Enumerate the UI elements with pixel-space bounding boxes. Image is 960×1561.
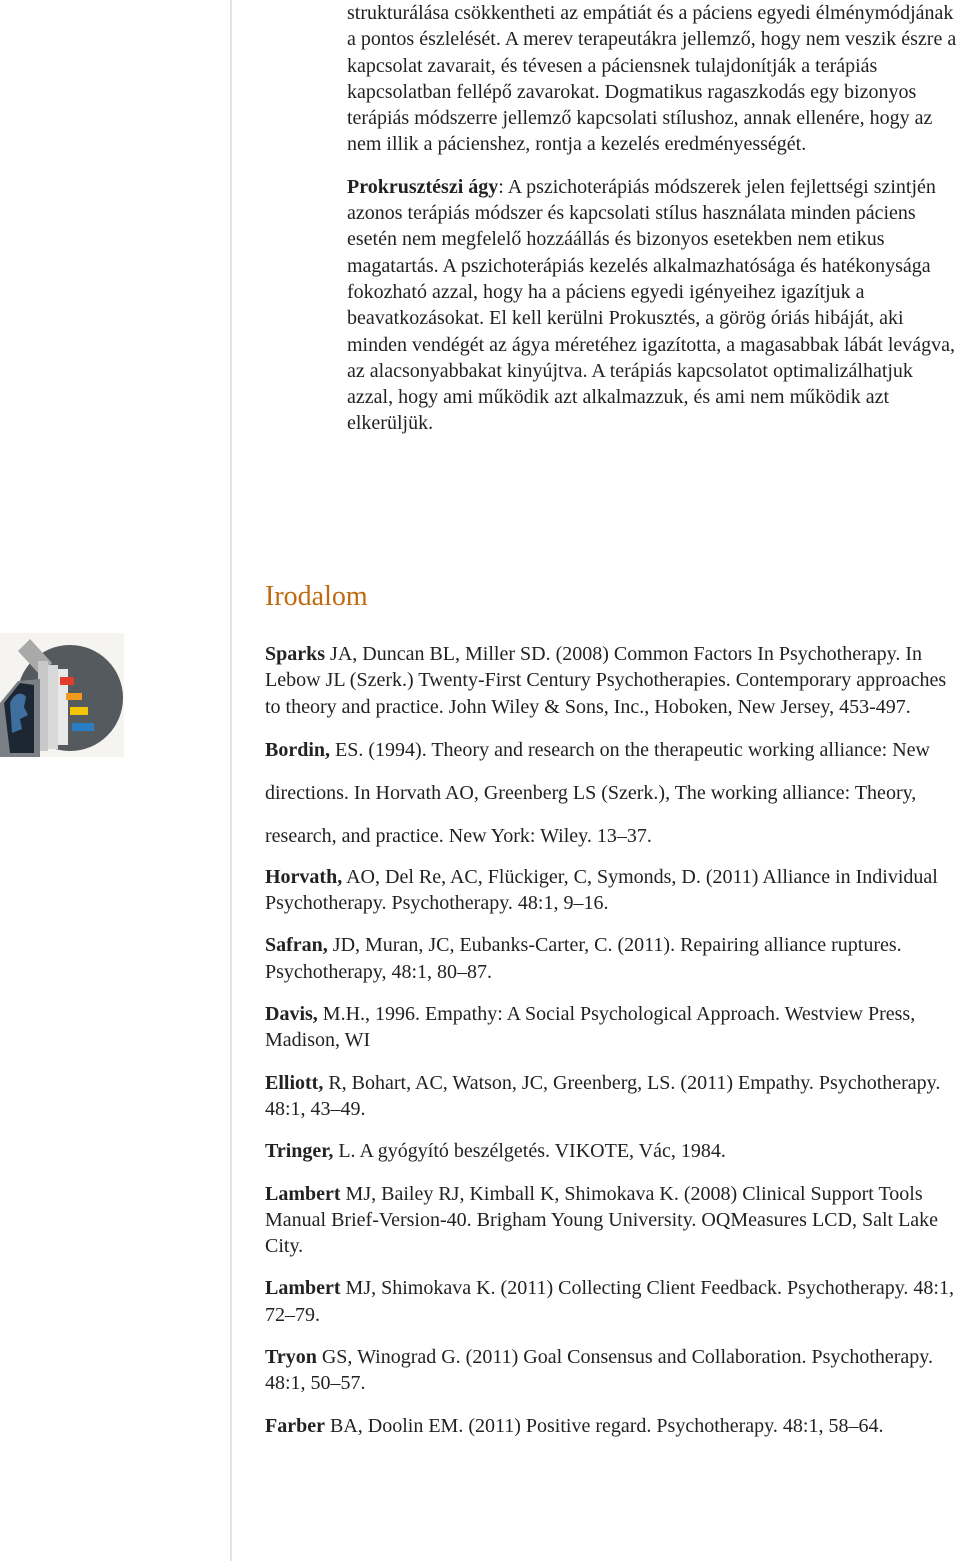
references-heading: Irodalom: [265, 581, 368, 612]
reference-author: Lambert: [265, 1277, 341, 1300]
reference-text: GS, Winograd G. (2011) Goal Consensus and Collaboration. Psychotherapy. 48:1, 50–57.: [265, 1346, 934, 1395]
paragraph-1: [347, 0, 957, 158]
reference-text: MJ, Shimokava K. (2011) Collecting Client Feedback. Psychotherapy. 48:1, 72–79.: [265, 1277, 954, 1326]
reference-item: [265, 729, 957, 858]
reference-author: Tringer,: [265, 1140, 334, 1163]
reference-author: Tryon: [265, 1346, 317, 1369]
reference-text: L. A gyógyító beszélgetés. VIKOTE, Vác, 1984.: [333, 1140, 726, 1163]
vertical-rule: [230, 0, 232, 1561]
reference-text: AO, Del Re, AC, Flückiger, C, Symonds, D. (2011) Alliance in Individual Psychotherapy. Psychotherapy. 48:1, 9–16.: [265, 865, 938, 915]
paragraph-2: [347, 174, 957, 437]
reference-text: MJ, Bailey RJ, Kimball K, Shimokava K. (2008) Clinical Support Tools Manual Brief-Version-40. Brigham Young University. OQMeasures LCD, Salt Lake City.: [265, 1182, 939, 1258]
reference-item: [265, 932, 957, 985]
reference-item: [265, 864, 957, 917]
reference-author: Elliott,: [265, 1071, 324, 1094]
reference-item: [265, 1138, 957, 1164]
reference-text: R, Bohart, AC, Watson, JC, Greenberg, LS. (2011) Empathy. Psychotherapy. 48:1, 43–49.: [265, 1071, 941, 1120]
reference-text: ES. (1994). Theory and research on the therapeutic working alliance: New directions. In Horvath AO, Greenberg LS (Szerk.), The working alliance: Theory, research, and practice. New York: Wiley. 13–37.: [265, 738, 931, 847]
references-list: [265, 641, 957, 1455]
reference-author: Davis,: [265, 1003, 318, 1026]
reference-item: [265, 641, 957, 720]
reference-text: JA, Duncan BL, Miller SD. (2008) Common Factors In Psychotherapy. In Lebow JL (Szerk.) Twenty-First Century Psychotherapies. Contemporary approaches to theory and practice. John Wiley & Sons, Inc., Hoboken, New Jersey, 453-497.: [265, 643, 947, 718]
paragraph-2-lead: Prokrusztészi ágy: [347, 175, 499, 198]
reference-item: [265, 1181, 957, 1260]
reference-text: JD, Muran, JC, Eubanks-Carter, C. (2011). Repairing alliance ruptures. Psychotherapy, 48:1, 80–87.: [265, 934, 902, 983]
reference-item: [265, 1001, 957, 1054]
reference-author: Horvath,: [265, 865, 343, 888]
reference-author: Sparks: [265, 643, 326, 665]
reference-item: [265, 1275, 957, 1328]
reference-author: Farber: [265, 1414, 325, 1437]
reference-text: M.H., 1996. Empathy: A Social Psychological Approach. Westview Press, Madison, WI: [265, 1003, 916, 1052]
reference-author: Lambert: [265, 1182, 341, 1205]
reference-item: [265, 1344, 957, 1397]
reference-author: Bordin,: [265, 738, 331, 761]
reference-item: [265, 1070, 957, 1123]
reference-author: Safran,: [265, 934, 328, 957]
reference-text: BA, Doolin EM. (2011) Positive regard. Psychotherapy. 48:1, 58–64.: [324, 1414, 884, 1437]
colorful-head-profile-icon: [0, 633, 124, 757]
paragraph-1-text: strukturálása csökkentheti az empátiát és a páciens egyedi élménymódjának a pontos észlelését. A merev terapeutákra jellemző, hogy nem veszik észre a kapcsolat zavarait, és tévesen a páciensnek tulajdonítják a terápiás kapcsolatban fellépő zavarokat. Dogmatikus ragaszkodás egy bizonyos terápiás módszerre jellemző kapcsolati stílushoz, annak ellenére, hogy az nem illik a pácienshez, rontja a kezelés eredményességét.: [347, 2, 957, 156]
body-text: [347, 0, 957, 437]
reference-item: [265, 1413, 957, 1439]
paragraph-2-text: : A pszichoterápiás módszerek jelen fejlettségi szintjén azonos terápiás módszer és kapcsolati stílus használata minden páciens esetén nem megfelelő hozzáállás és bizonyos esetekben nem etikus magatartás. A pszichoterápiás kezelés alkalmazhatósága és hatékonysága fokozható azzal, hogy ha a páciens egyedi igényeihez igazítjuk a beavatkozásokat. El kell kerülni Prokusztés, a görög óriás hibáját, aki minden vendégét az ágya méretéhez igazította, a magasabbak lábát levágva, az alacsonyabbakat kinyújtva. A terápiás kapcsolatot optimalizálhatjuk azzal, hogy ami működik azt alkalmazzuk, és ami nem működik azt elkerüljük.: [347, 175, 956, 435]
